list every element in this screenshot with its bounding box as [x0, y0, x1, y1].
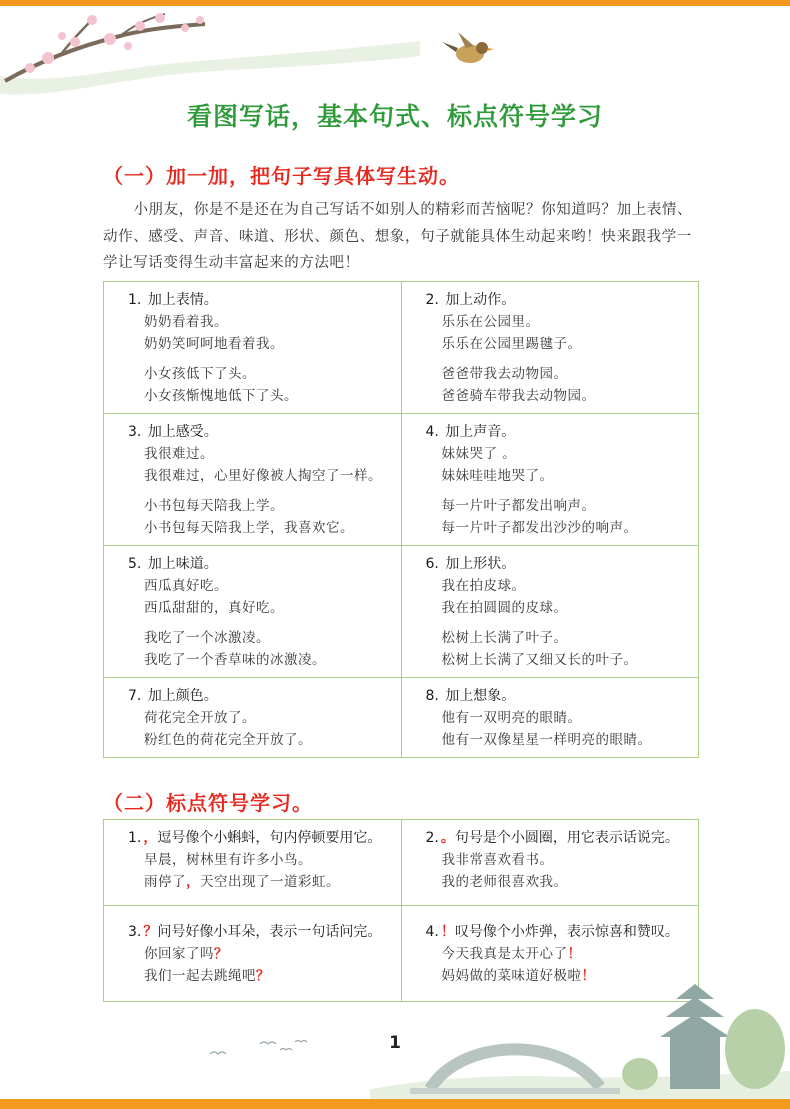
- spacer: [128, 355, 393, 363]
- bottom-orange-bar: [0, 1099, 790, 1109]
- sentence-part: 天空出现了一道彩虹。: [200, 874, 340, 890]
- cell-title: [426, 290, 691, 311]
- cell-number: 4.: [425, 424, 439, 440]
- cell-number: 2.: [425, 830, 439, 846]
- table-cell: [401, 820, 699, 906]
- section1-intro: 小朋友，你是不是还在为自己写话不如别人的精彩而苦恼呢？你知道吗？加上表情、动作、感受、声音、味道、形状、颜色、想象，句子就能具体生动起来哟！快来跟我学一学让写话变得生动丰富起来的方法吧！: [103, 202, 693, 271]
- example-sentence: 爸爸骑车带我去动物园。: [441, 388, 596, 404]
- punctuation-mark: 。: [440, 830, 455, 846]
- example-sentence: 松树上长满了叶子。: [441, 630, 568, 646]
- table-cell: [104, 546, 402, 678]
- example-sentence: 小女孩低下了头。: [144, 366, 256, 382]
- punctuation-mark: ！: [581, 968, 596, 984]
- punctuation-mark: ，: [186, 874, 200, 890]
- table-row: [104, 546, 699, 678]
- cell-title-text: 加上表情。: [147, 292, 218, 308]
- punctuation-table: [103, 819, 699, 1002]
- table-cell: [104, 414, 402, 546]
- example-sentence: 每一片叶子都发出响声。: [441, 498, 596, 514]
- table-cell: [401, 546, 699, 678]
- example-sentence: 粉红色的荷花完全开放了。: [144, 732, 312, 748]
- example-sentence: 小书包每天陪我上学。: [144, 498, 284, 514]
- punctuation-mark: ，: [143, 830, 158, 846]
- cell-title-text: 加上声音。: [445, 424, 516, 440]
- cell-title: [128, 290, 393, 311]
- example-sentence: [128, 871, 393, 893]
- cell-title-text: 加上动作。: [445, 292, 516, 308]
- cell-number: 1.: [128, 830, 142, 846]
- example-sentence: 我的老师很喜欢我。: [441, 874, 568, 890]
- sentence-part: 你回家了吗: [144, 946, 214, 962]
- example-sentence: [128, 943, 393, 965]
- cell-title: [426, 422, 691, 443]
- example-sentence: 我吃了一个香草味的冰激凌。: [144, 652, 326, 668]
- plum-blossom-branch-icon: [0, 6, 420, 96]
- spacer: [426, 487, 691, 495]
- example-sentence: 早晨，树林里有许多小鸟。: [144, 852, 312, 868]
- table-cell: [104, 906, 402, 1002]
- example-sentence: 小女孩惭愧地低下了头。: [144, 388, 298, 404]
- table-cell: [104, 678, 402, 758]
- cell-title-text: 加上感受。: [147, 424, 218, 440]
- cell-title-text: 加上想象。: [445, 688, 516, 704]
- cell-title-text: 叹号像个小炸弹，表示惊喜和赞叹。: [454, 924, 679, 940]
- cell-number: 5.: [128, 556, 142, 572]
- punctuation-mark: ！: [440, 924, 455, 940]
- table-row: [104, 820, 699, 906]
- punctuation-mark: ？: [214, 946, 228, 962]
- example-sentence: [128, 965, 393, 987]
- table-cell: [104, 820, 402, 906]
- sentence-part: 雨停了: [144, 874, 186, 890]
- cell-number: 2.: [425, 292, 439, 308]
- example-sentence: 我吃了一个冰激凌。: [144, 630, 270, 646]
- example-sentence: 荷花完全开放了。: [144, 710, 256, 726]
- cell-number: 7.: [128, 688, 142, 704]
- example-sentence: 我很难过，心里好像被人掏空了一样。: [144, 468, 382, 484]
- punctuation-mark: ！: [567, 946, 582, 962]
- sentence-part: 妈妈做的菜味道好极啦: [441, 968, 582, 984]
- table-cell: [401, 282, 699, 414]
- spacer: [128, 619, 393, 627]
- table-row: [104, 678, 699, 758]
- example-sentence: 西瓜真好吃。: [144, 578, 228, 594]
- cell-title: [128, 686, 393, 707]
- expansion-table: [103, 281, 699, 758]
- example-sentence: 我在拍圆圆的皮球。: [441, 600, 568, 616]
- example-sentence: 妹妹哭了 。: [441, 446, 517, 462]
- cell-title-text: 逗号像个小蝌蚪，句内停顿要用它。: [157, 830, 382, 846]
- sentence-part: 今天我真是太开心了: [441, 946, 568, 962]
- cell-title: [128, 554, 393, 575]
- spacer: [426, 619, 691, 627]
- example-sentence: [426, 943, 691, 965]
- sentence-part: 我们一起去跳绳吧: [144, 968, 256, 984]
- example-sentence: 西瓜甜甜的，真好吃。: [144, 600, 284, 616]
- example-sentence: 奶奶看着我。: [144, 314, 228, 330]
- table-row: [104, 282, 699, 414]
- table-cell: [401, 414, 699, 546]
- cell-title: [128, 828, 393, 849]
- table-cell: [104, 282, 402, 414]
- cell-number: 6.: [425, 556, 439, 572]
- cell-number: 8.: [425, 688, 439, 704]
- section1-heading: （一）加一加，把句子写具体写生动。: [103, 164, 460, 188]
- cell-title-text: 加上形状。: [445, 556, 516, 572]
- punctuation-mark: ？: [143, 924, 158, 940]
- example-sentence: 爸爸带我去动物园。: [441, 366, 568, 382]
- example-sentence: 松树上长满了又细又长的叶子。: [441, 652, 638, 668]
- cell-title: [426, 686, 691, 707]
- spacer: [426, 355, 691, 363]
- example-sentence: 他有一双像星星一样明亮的眼睛。: [441, 732, 652, 748]
- cell-number: 3.: [128, 924, 142, 940]
- cell-title: [426, 554, 691, 575]
- table-row: [104, 414, 699, 546]
- cell-title-text: 加上颜色。: [147, 688, 218, 704]
- example-sentence: 他有一双明亮的眼睛。: [441, 710, 582, 726]
- example-sentence: 乐乐在公园里踢毽子。: [441, 336, 582, 352]
- punctuation-mark: ？: [256, 968, 270, 984]
- page-title: 看图写话，基本句式、标点符号学习: [186, 102, 603, 131]
- example-sentence: 奶奶笑呵呵地看着我。: [144, 336, 284, 352]
- example-sentence: 乐乐在公园里。: [441, 314, 540, 330]
- table-cell: [401, 678, 699, 758]
- example-sentence: 妹妹哇哇地哭了。: [441, 468, 554, 484]
- cell-title: [128, 422, 393, 443]
- section2-heading: （二）标点符号学习。: [103, 791, 313, 815]
- example-sentence: 我非常喜欢看书。: [441, 852, 554, 868]
- example-sentence: 我很难过。: [144, 446, 214, 462]
- cell-number: 3.: [128, 424, 142, 440]
- cell-title: [128, 922, 393, 943]
- example-sentence: 小书包每天陪我上学，我喜欢它。: [144, 520, 354, 536]
- cell-title-text: 加上味道。: [147, 556, 218, 572]
- cell-title-text: 问号好像小耳朵，表示一句话问完。: [157, 924, 382, 940]
- page-number: 1: [389, 1033, 401, 1053]
- cell-number: 4.: [425, 924, 439, 940]
- spacer: [128, 487, 393, 495]
- cell-title: [426, 828, 691, 849]
- cell-title: [426, 922, 691, 943]
- example-sentence: 每一片叶子都发出沙沙的响声。: [441, 520, 638, 536]
- example-sentence: 我在拍皮球。: [441, 578, 526, 594]
- cell-title-text: 句号是个小圆圈，用它表示话说完。: [454, 830, 679, 846]
- cell-number: 1.: [128, 292, 142, 308]
- bird-icon: [438, 28, 498, 78]
